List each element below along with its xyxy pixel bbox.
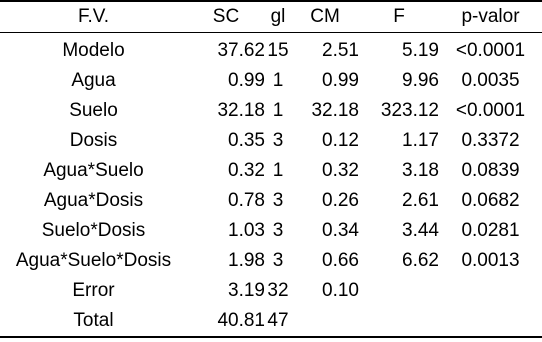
cell-sc: 32.18 xyxy=(217,100,265,121)
cell-fv: Dosis xyxy=(69,130,118,151)
cell-gl: 3 xyxy=(272,250,284,271)
cell-f: 6.62 xyxy=(402,250,439,271)
table-row xyxy=(0,126,542,156)
cell-sc: 0.35 xyxy=(228,130,265,151)
cell-sc: 0.78 xyxy=(228,190,265,211)
cell-cm: 0.34 xyxy=(322,220,359,241)
cell-p xyxy=(439,276,542,306)
cell-gl: 3 xyxy=(272,220,284,241)
cell-gl: 3 xyxy=(272,130,284,151)
cell-p: 0.3372 xyxy=(461,130,520,151)
cell-p: 0.0013 xyxy=(461,250,520,271)
table-row xyxy=(0,96,542,126)
cell-fv: Suelo xyxy=(69,100,118,121)
cell-cm: 2.51 xyxy=(322,40,359,61)
table-row xyxy=(0,33,542,67)
cell-f: 323.12 xyxy=(380,100,439,121)
cell-sc: 0.99 xyxy=(228,70,265,91)
header-cm: CM xyxy=(291,1,359,33)
cell-fv: Agua*Suelo*Dosis xyxy=(15,250,172,271)
cell-fv: Modelo xyxy=(62,40,125,61)
cell-sc: 37.62 xyxy=(217,40,265,61)
cell-sc: 3.19 xyxy=(228,280,265,301)
cell-fv: Total xyxy=(0,306,187,337)
cell-f: 1.17 xyxy=(402,130,439,151)
table-row xyxy=(0,216,542,246)
cell-cm xyxy=(291,306,359,337)
cell-f: 3.18 xyxy=(402,160,439,181)
table-row xyxy=(0,156,542,186)
cell-f: 9.96 xyxy=(402,70,439,91)
cell-fv: Agua xyxy=(71,70,116,91)
table-row xyxy=(0,186,542,216)
cell-fv: Agua*Dosis xyxy=(43,190,144,211)
cell-gl: 1 xyxy=(272,160,284,181)
cell-gl: 1 xyxy=(272,70,284,91)
header-sc: SC xyxy=(187,1,265,33)
cell-p: <0.0001 xyxy=(455,40,526,61)
cell-gl: 1 xyxy=(272,100,284,121)
cell-gl: 3 xyxy=(272,190,284,211)
cell-f xyxy=(359,276,439,306)
table-body xyxy=(0,33,542,338)
cell-p: 0.0682 xyxy=(461,190,520,211)
table-row xyxy=(0,246,542,276)
cell-cm: 0.12 xyxy=(322,130,359,151)
cell-cm: 0.32 xyxy=(322,160,359,181)
cell-cm: 32.18 xyxy=(311,100,359,121)
cell-cm: 0.10 xyxy=(322,280,359,301)
cell-cm: 0.99 xyxy=(322,70,359,91)
cell-p: 0.0839 xyxy=(461,160,520,181)
cell-cm: 0.66 xyxy=(322,250,359,271)
header-row xyxy=(0,1,542,33)
cell-f: 3.44 xyxy=(402,220,439,241)
cell-p: 0.0035 xyxy=(461,70,520,91)
cell-cm: 0.26 xyxy=(322,190,359,211)
cell-sc: 1.98 xyxy=(228,250,265,271)
table-row xyxy=(0,276,542,306)
cell-gl: 32 xyxy=(267,280,289,301)
cell-gl: 15 xyxy=(267,40,289,61)
header-gl: gl xyxy=(265,1,291,33)
cell-f: 2.61 xyxy=(402,190,439,211)
table-row xyxy=(0,66,542,96)
cell-sc: 40.81 xyxy=(187,306,265,337)
table-row xyxy=(0,306,542,337)
cell-fv: Agua*Suelo xyxy=(43,160,144,181)
cell-fv: Error xyxy=(72,280,115,301)
cell-f xyxy=(359,306,439,337)
cell-p: <0.0001 xyxy=(455,100,526,121)
header-f: F xyxy=(359,1,439,33)
cell-gl: 47 xyxy=(265,306,291,337)
cell-fv: Suelo*Dosis xyxy=(41,220,146,241)
header-fv: F.V. xyxy=(0,1,187,33)
cell-sc: 1.03 xyxy=(228,220,265,241)
cell-p: 0.0281 xyxy=(461,220,520,241)
cell-sc: 0.32 xyxy=(228,160,265,181)
header-p: p-valor xyxy=(439,1,542,33)
cell-f: 5.19 xyxy=(402,40,439,61)
cell-p xyxy=(439,306,542,337)
